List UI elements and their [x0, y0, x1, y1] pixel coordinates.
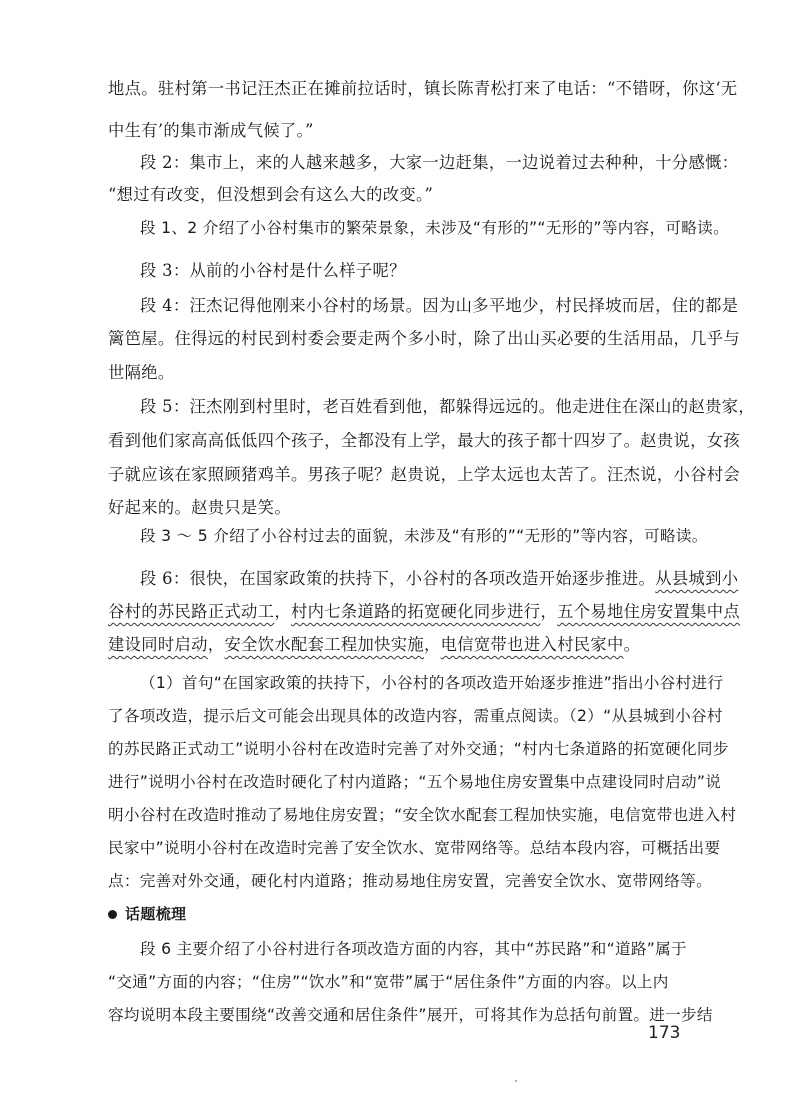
page-number: 173 — [648, 1023, 681, 1043]
text-line: 好起来的。赵贵只是笑。 — [108, 498, 291, 517]
text-line: 看到他们家高高低低四个孩子，全都没有上学，最大的孩子都十四岁了。赵贵说，女孩 — [108, 431, 740, 450]
annotation-line: （1）首句“在国家政策的扶持下，小谷村的各项改造开始逐步推进”指出小谷村进行 — [140, 674, 724, 692]
text-line: 段 3：从前的小谷村是什么样子呢？ — [140, 261, 406, 280]
annotation-line: 民家中”说明小谷村在改造时完善了安全饮水、宽带网络等。总结本段内容，可概括出要 — [108, 839, 721, 857]
text-line: 篱笆屋。住得远的村民到村委会要走两个多小时，除了出山买必要的生活用品，几乎与 — [108, 329, 740, 348]
punctuation: ， — [207, 635, 225, 654]
para6-line-2 — [108, 601, 741, 623]
reading-note: 段 3 ～ 5 介绍了小谷村过去的面貌，未涉及“有形的”“无形的”等内容，可略读。 — [140, 527, 708, 545]
text-line: 段 5：汪杰刚到村里时，老百姓看到他，都躲得远远的。他走进住在深山的赵贵家， — [140, 397, 755, 416]
para6-plain: 段 6：很快，在国家政策的扶持下，小谷村的各项改造开始逐步推进。 — [140, 569, 656, 588]
punctuation: ， — [424, 635, 441, 654]
punctuation: 。 — [623, 635, 641, 654]
text-line: 地点。驻村第一书记汪杰正在摊前拉话时，镇长陈青松打来了电话：“不错呀，你这‘无 — [108, 79, 738, 98]
reading-note: 段 1、2 介绍了小谷村集市的繁荣景象，未涉及“有形的”“无形的”等内容，可略读。 — [140, 219, 729, 237]
wavy-underlined-text: 从县城到小 — [655, 569, 739, 588]
punctuation: ， — [274, 602, 291, 621]
section-heading-text: 话题梳理 — [125, 905, 187, 923]
wavy-underlined-text: 建设同时启动 — [108, 635, 208, 654]
wavy-underlined-text: 电信宽带也进入村民家中 — [440, 635, 624, 654]
punctuation: ， — [540, 602, 558, 621]
bullet-icon — [108, 910, 117, 919]
text-line: “想过有改变，但没想到会有这么大的改变。” — [108, 185, 434, 204]
text-line: 子就应该在家照顾猪鸡羊。男孩子呢？赵贵说，上学太远也太苦了。汪杰说，小谷村会 — [108, 465, 740, 484]
text-line: 段 2：集市上，来的人越来越多，大家一边赶集，一边说着过去种种，十分感慨： — [140, 153, 739, 172]
summary-line: “交通”方面的内容；“住房”“饮水”和“宽带”属于“居住条件”方面的内容。以上内 — [108, 973, 669, 991]
summary-line: 容均说明本段主要围绕“改善交通和居住条件”展开，可将其作为总括句前置。进一步结 — [108, 1006, 713, 1024]
wavy-underlined-text: 村内七条道路的拓宽硬化同步进行 — [290, 602, 541, 621]
text-line: 世隔绝。 — [108, 363, 175, 382]
scan-speck — [515, 1080, 517, 1082]
summary-line: 段 6 主要介绍了小谷村进行各项改造方面的内容，其中“苏民路”和“道路”属于 — [140, 940, 687, 958]
annotation-line: 点：完善对外交通，硬化村内道路；推动易地住房安置，完善安全饮水、宽带网络等。 — [108, 872, 712, 890]
wavy-underlined-text: 安全饮水配套工程加快实施 — [224, 635, 425, 654]
para6-line-1 — [140, 568, 739, 590]
para6-line-3 — [108, 634, 692, 656]
text-line: 段 4：汪杰记得他刚来小谷村的场景。因为山多平地少，村民择坡而居，住的都是 — [140, 296, 739, 315]
text-line: 中生有’的集市渐成气候了。” — [108, 121, 314, 140]
section-heading — [108, 903, 692, 925]
annotation-line: 明小谷村在改造时推动了易地住房安置；“安全饮水配套工程加快实施，电信宽带也进入村 — [108, 806, 737, 824]
annotation-line: 的苏民路正式动工”说明小谷村在改造时完善了对外交通；“村内七条道路的拓宽硬化同步 — [108, 740, 729, 758]
wavy-underlined-text: 谷村的苏民路正式动工 — [108, 602, 275, 621]
annotation-line: 了各项改造，提示后文可能会出现具体的改造内容，需重点阅读。（2）“从县城到小谷村 — [108, 707, 723, 725]
wavy-underlined-text: 五个易地住房安置集中点 — [557, 602, 741, 621]
annotation-line: 进行”说明小谷村在改造时硬化了村内道路；“五个易地住房安置集中点建设同时启动”说 — [108, 773, 722, 791]
